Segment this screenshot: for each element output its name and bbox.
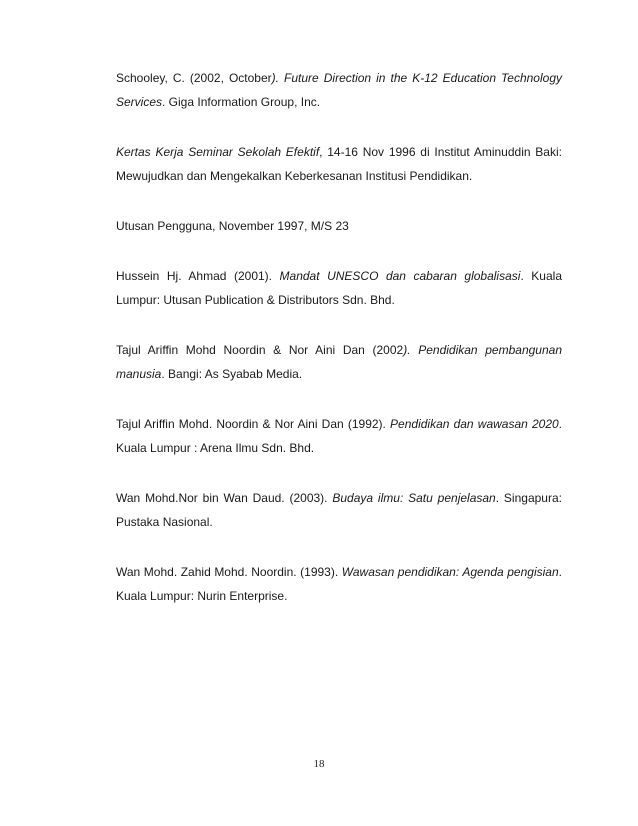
page-number: 18 <box>313 758 325 770</box>
reference-entry <box>116 338 562 386</box>
reference-entry <box>116 140 562 188</box>
reference-title: ). Future Direction in the K-12 Education Technology Services <box>116 71 562 109</box>
reference-text: Tajul Ariffin Mohd Noordin & Nor Aini Dan (2002 <box>116 343 404 357</box>
reference-title: Wawasan pendidikan: Agenda pengisian <box>341 565 559 579</box>
reference-text: . Giga Information Group, Inc. <box>162 95 321 109</box>
reference-title: Budaya ilmu: Satu penjelasan <box>332 491 496 505</box>
reference-title: ). Pendidikan pembangunan manusia <box>116 343 562 381</box>
reference-text: Utusan Pengguna, November 1997, M/S 23 <box>116 219 349 233</box>
reference-text: Tajul Ariffin Mohd. Noordin & Nor Aini Dan (1992). <box>116 417 391 431</box>
reference-text: . Kuala Lumpur: Nurin Enterprise. <box>116 565 562 603</box>
reference-text: . Kuala Lumpur : Arena Ilmu Sdn. Bhd. <box>116 417 563 455</box>
reference-title: Pendidikan dan wawasan 2020 <box>390 417 559 431</box>
reference-entry <box>116 66 562 114</box>
reference-text: , 14-16 Nov 1996 di Institut Aminuddin Baki: Mewujudkan dan Mengekalkan Keberkesanan Institusi Pendidikan. <box>116 145 562 183</box>
reference-entry <box>116 560 562 608</box>
reference-entry <box>116 412 562 460</box>
reference-text: . Bangi: As Syabab Media. <box>161 367 303 381</box>
reference-entry <box>116 264 562 312</box>
reference-list <box>116 66 562 634</box>
reference-text: . Singapura: Pustaka Nasional. <box>116 491 562 529</box>
reference-text: Wan Mohd.Nor bin Wan Daud. (2003). <box>116 491 333 505</box>
reference-title: Kertas Kerja Seminar Sekolah Efektif <box>116 145 320 159</box>
reference-text: . Kuala Lumpur: Utusan Publication & Distributors Sdn. Bhd. <box>116 269 562 307</box>
reference-text: Wan Mohd. Zahid Mohd. Noordin. (1993). <box>116 565 342 579</box>
reference-text: Hussein Hj. Ahmad (2001). <box>116 269 280 283</box>
reference-entry <box>116 214 562 238</box>
reference-entry <box>116 486 562 534</box>
reference-title: Mandat UNESCO dan cabaran globalisasi <box>279 269 521 283</box>
reference-text: Schooley, C. (2002, October <box>116 71 272 85</box>
